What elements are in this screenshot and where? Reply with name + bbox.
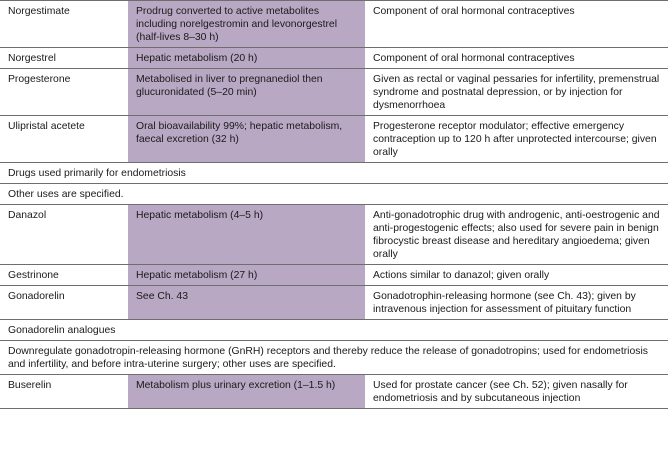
section-heading: Gonadorelin analogues: [0, 320, 668, 341]
section-row: [0, 184, 668, 205]
drug-name: Progesterone: [0, 69, 128, 116]
section-row: [0, 320, 668, 341]
comments-cell: Gonadotrophin-releasing hormone (see Ch. 43); given by intravenous injection for assessment of pituitary function: [365, 286, 668, 320]
section-heading: Drugs used primarily for endometriosis: [0, 163, 668, 184]
drug-name: Norgestrel: [0, 48, 128, 69]
pharmacokinetics-cell: Oral bioavailability 99%; hepatic metabolism, faecal excretion (32 h): [128, 116, 365, 163]
pharmacokinetics-cell: Prodrug converted to active metabolites including norelgestromin and levonorgestrel (half-lives 8–30 h): [128, 1, 365, 48]
comments-cell: Used for prostate cancer (see Ch. 52); given nasally for endometriosis and by subcutaneous injection: [365, 375, 668, 409]
comments-cell: Given as rectal or vaginal pessaries for infertility, premenstrual syndrome and postnatal depression, or by injection for dysmenorrhoea: [365, 69, 668, 116]
drug-name: Ulipristal acetete: [0, 116, 128, 163]
section-row: [0, 341, 668, 375]
section-note: Other uses are specified.: [0, 184, 668, 205]
comments-cell: Actions similar to danazol; given orally: [365, 265, 668, 286]
pharmacokinetics-cell: Hepatic metabolism (27 h): [128, 265, 365, 286]
table-row: [0, 116, 668, 163]
table-row: [0, 69, 668, 116]
drug-name: Norgestimate: [0, 1, 128, 48]
drug-name: Danazol: [0, 205, 128, 265]
drug-name: Gonadorelin: [0, 286, 128, 320]
pharmacokinetics-cell: Metabolism plus urinary excretion (1–1.5 h): [128, 375, 365, 409]
drug-name: Buserelin: [0, 375, 128, 409]
table-row: [0, 205, 668, 265]
table-row: [0, 265, 668, 286]
comments-cell: Component of oral hormonal contraceptives: [365, 1, 668, 48]
section-note: Downregulate gonadotropin-releasing hormone (GnRH) receptors and thereby reduce the release of gonadotropins; used for endometriosis and infertility, and before intra-uterine surgery; other uses are specified.: [0, 341, 668, 375]
table-row: [0, 375, 668, 409]
pharmacokinetics-cell: Metabolised in liver to pregnanediol then glucuronidated (5–20 min): [128, 69, 365, 116]
table-row: [0, 48, 668, 69]
table-row: [0, 286, 668, 320]
drug-name: Gestrinone: [0, 265, 128, 286]
pharmacokinetics-cell: Hepatic metabolism (20 h): [128, 48, 365, 69]
comments-cell: Component of oral hormonal contraceptives: [365, 48, 668, 69]
table-row: [0, 1, 668, 48]
comments-cell: Anti-gonadotrophic drug with androgenic, anti-oestrogenic and anti-progestogenic effects; also used for severe pain in benign fibrocystic breast disease and hereditary angioedema; given orally: [365, 205, 668, 265]
section-row: [0, 163, 668, 184]
pharmacokinetics-cell: See Ch. 43: [128, 286, 365, 320]
pharmacokinetics-cell: Hepatic metabolism (4–5 h): [128, 205, 365, 265]
comments-cell: Progesterone receptor modulator; effective emergency contraception up to 120 h after unprotected intercourse; given orally: [365, 116, 668, 163]
